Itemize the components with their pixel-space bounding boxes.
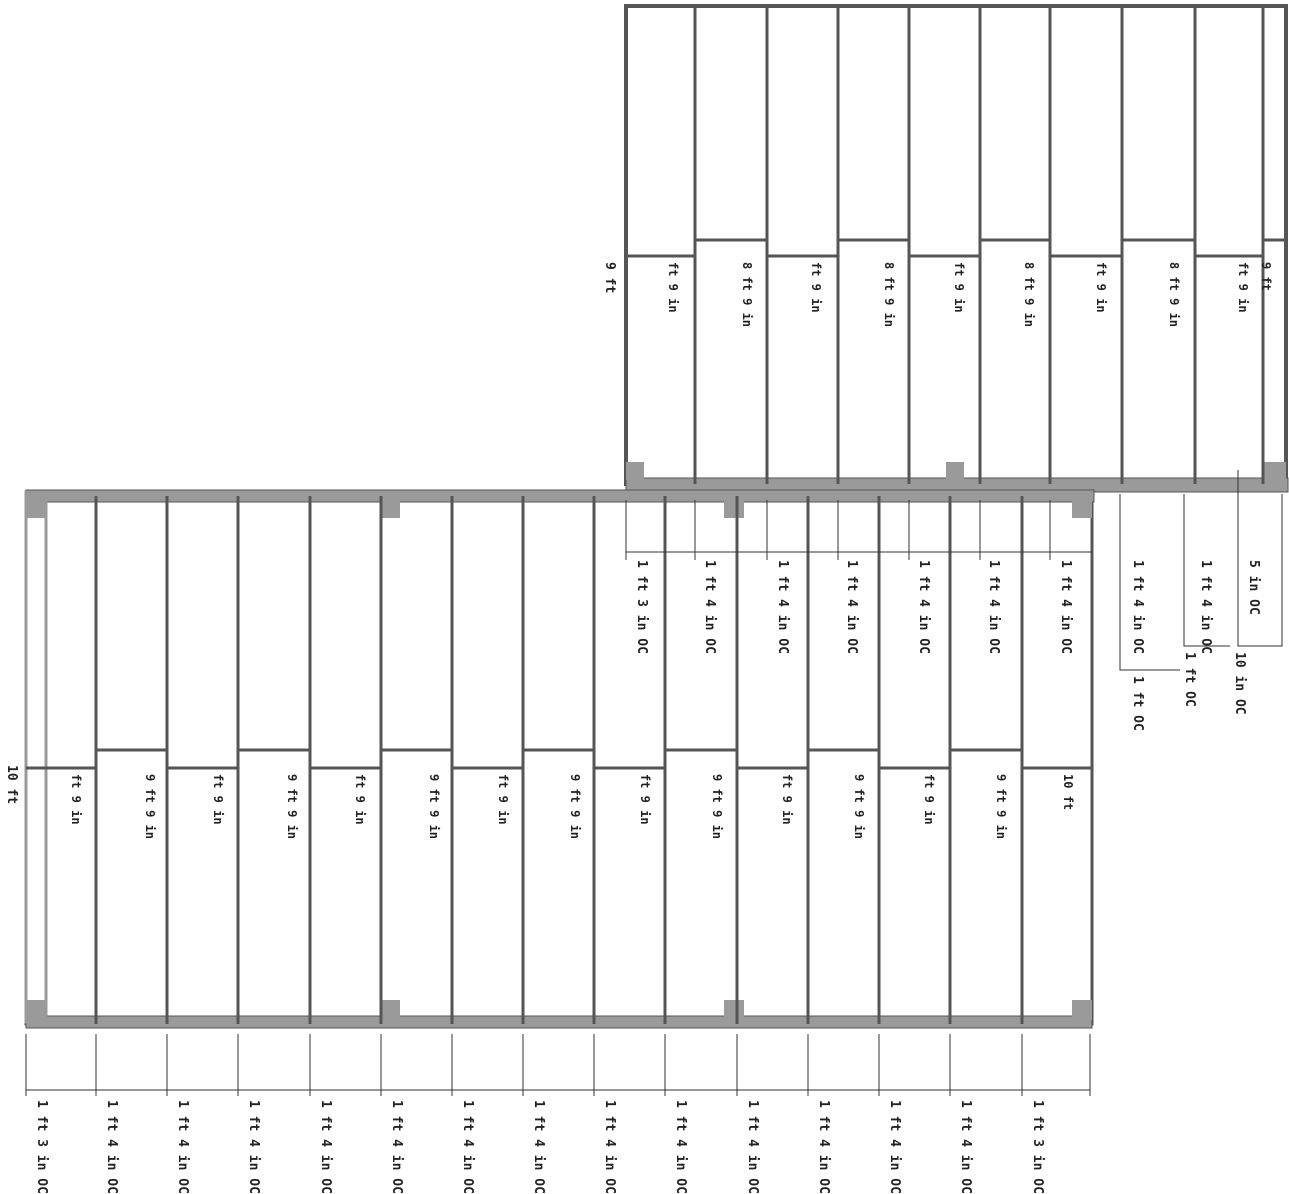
lower-spacing-label: 1 ft 4 in OC [602,1100,617,1194]
lower-joist-length-label: 9 ft 9 in [285,774,299,840]
lower-top-plate [26,490,1094,502]
upper-joist-length-label: 9 ft [1259,262,1273,291]
lower-spacing-label: 1 ft 4 in OC [958,1100,973,1194]
lower-post [380,498,400,518]
lower-joist-length-label: 9 ft 9 in [568,774,582,840]
lower-post [380,1000,400,1020]
upper-joist-length-label: ft 9 in [809,262,823,313]
lower-frame-outline [26,496,1092,1024]
lower-post [724,498,744,518]
upper-dimension-bracket [1238,470,1282,646]
lower-joist-length-label: 9 ft 9 in [427,774,441,840]
lower-post [724,1000,744,1020]
upper-extra-spacing-label: 1 ft OC [1130,676,1145,731]
upper-dimension-bracket [1120,494,1180,670]
upper-height-label: 9 ft [602,262,617,294]
lower-spacing-label: 1 ft 4 in OC [318,1100,333,1194]
lower-joist-length-label: ft 9 in [353,774,367,825]
lower-spacing-label: 1 ft 4 in OC [389,1100,404,1194]
upper-joist-length-label: 8 ft 9 in [1167,262,1181,328]
lower-joist-length-label: ft 9 in [496,774,510,825]
lower-joist-length-label: 10 ft [1061,774,1075,811]
upper-spacing-label: 1 ft 4 in OC [1198,560,1213,654]
lower-post [1072,1000,1092,1020]
lower-joist-length-label: 9 ft 9 in [852,774,866,840]
lower-spacing-label: 1 ft 4 in OC [816,1100,831,1194]
lower-spacing-label: 1 ft 4 in OC [531,1100,546,1194]
upper-spacing-label: 1 ft 4 in OC [844,560,859,654]
upper-joist-length-label: ft 9 in [1094,262,1108,313]
lower-spacing-label: 1 ft 4 in OC [673,1100,688,1194]
upper-joist-length-label: ft 9 in [952,262,966,313]
upper-joist-length-label: ft 9 in [666,262,680,313]
upper-extra-spacing-label: 1 ft OC [1182,652,1197,707]
lower-post [1072,498,1092,518]
lower-post [26,498,46,518]
upper-joist-length-label: 8 ft 9 in [740,262,754,328]
lower-spacing-label: 1 ft 4 in OC [745,1100,760,1194]
lower-joist-length-label: ft 9 in [69,774,83,825]
upper-spacing-label: 1 ft 4 in OC [702,560,717,654]
lower-spacing-label: 1 ft 4 in OC [460,1100,475,1194]
lower-spacing-label: 1 ft 4 in OC [175,1100,190,1194]
lower-spacing-label: 1 ft 3 in OC [34,1100,49,1194]
lower-joist-length-label: 9 ft 9 in [994,774,1008,840]
upper-spacing-label: 1 ft 4 in OC [1130,560,1145,654]
lower-joist-length-label: ft 9 in [211,774,225,825]
lower-joist-length-label: 9 ft 9 in [710,774,724,840]
upper-frame-outline [626,6,1286,484]
upper-spacing-label: 1 ft 4 in OC [916,560,931,654]
lower-spacing-label: 1 ft 4 in OC [246,1100,261,1194]
lower-spacing-label: 1 ft 3 in OC [1030,1100,1045,1194]
upper-mid-post [946,462,964,480]
upper-joist-length-label: ft 9 in [1236,262,1250,313]
lower-height-label: 10 ft [4,765,19,805]
lower-spacing-label: 1 ft 4 in OC [887,1100,902,1194]
lower-joist-length-label: ft 9 in [780,774,794,825]
lower-bottom-plate [26,1016,1092,1028]
upper-extra-spacing-label: 10 in OC [1232,652,1247,715]
upper-joist-length-label: 8 ft 9 in [1022,262,1036,328]
walls-layer [26,6,1288,1028]
upper-spacing-label: 1 ft 4 in OC [1058,560,1073,654]
upper-spacing-label: 5 in OC [1246,560,1261,615]
upper-joist-length-label: 8 ft 9 in [882,262,896,328]
upper-corner-post-right [1264,462,1286,480]
upper-spacing-label: 1 ft 4 in OC [986,560,1001,654]
lower-joist-length-label: ft 9 in [638,774,652,825]
lower-spacing-label: 1 ft 4 in OC [104,1100,119,1194]
lower-joist-length-label: ft 9 in [922,774,936,825]
lower-joist-length-label: 9 ft 9 in [143,774,157,840]
upper-spacing-label: 1 ft 4 in OC [775,560,790,654]
upper-corner-post [626,462,644,480]
upper-spacing-label: 1 ft 3 in OC [634,560,649,654]
lower-post [26,1000,46,1020]
